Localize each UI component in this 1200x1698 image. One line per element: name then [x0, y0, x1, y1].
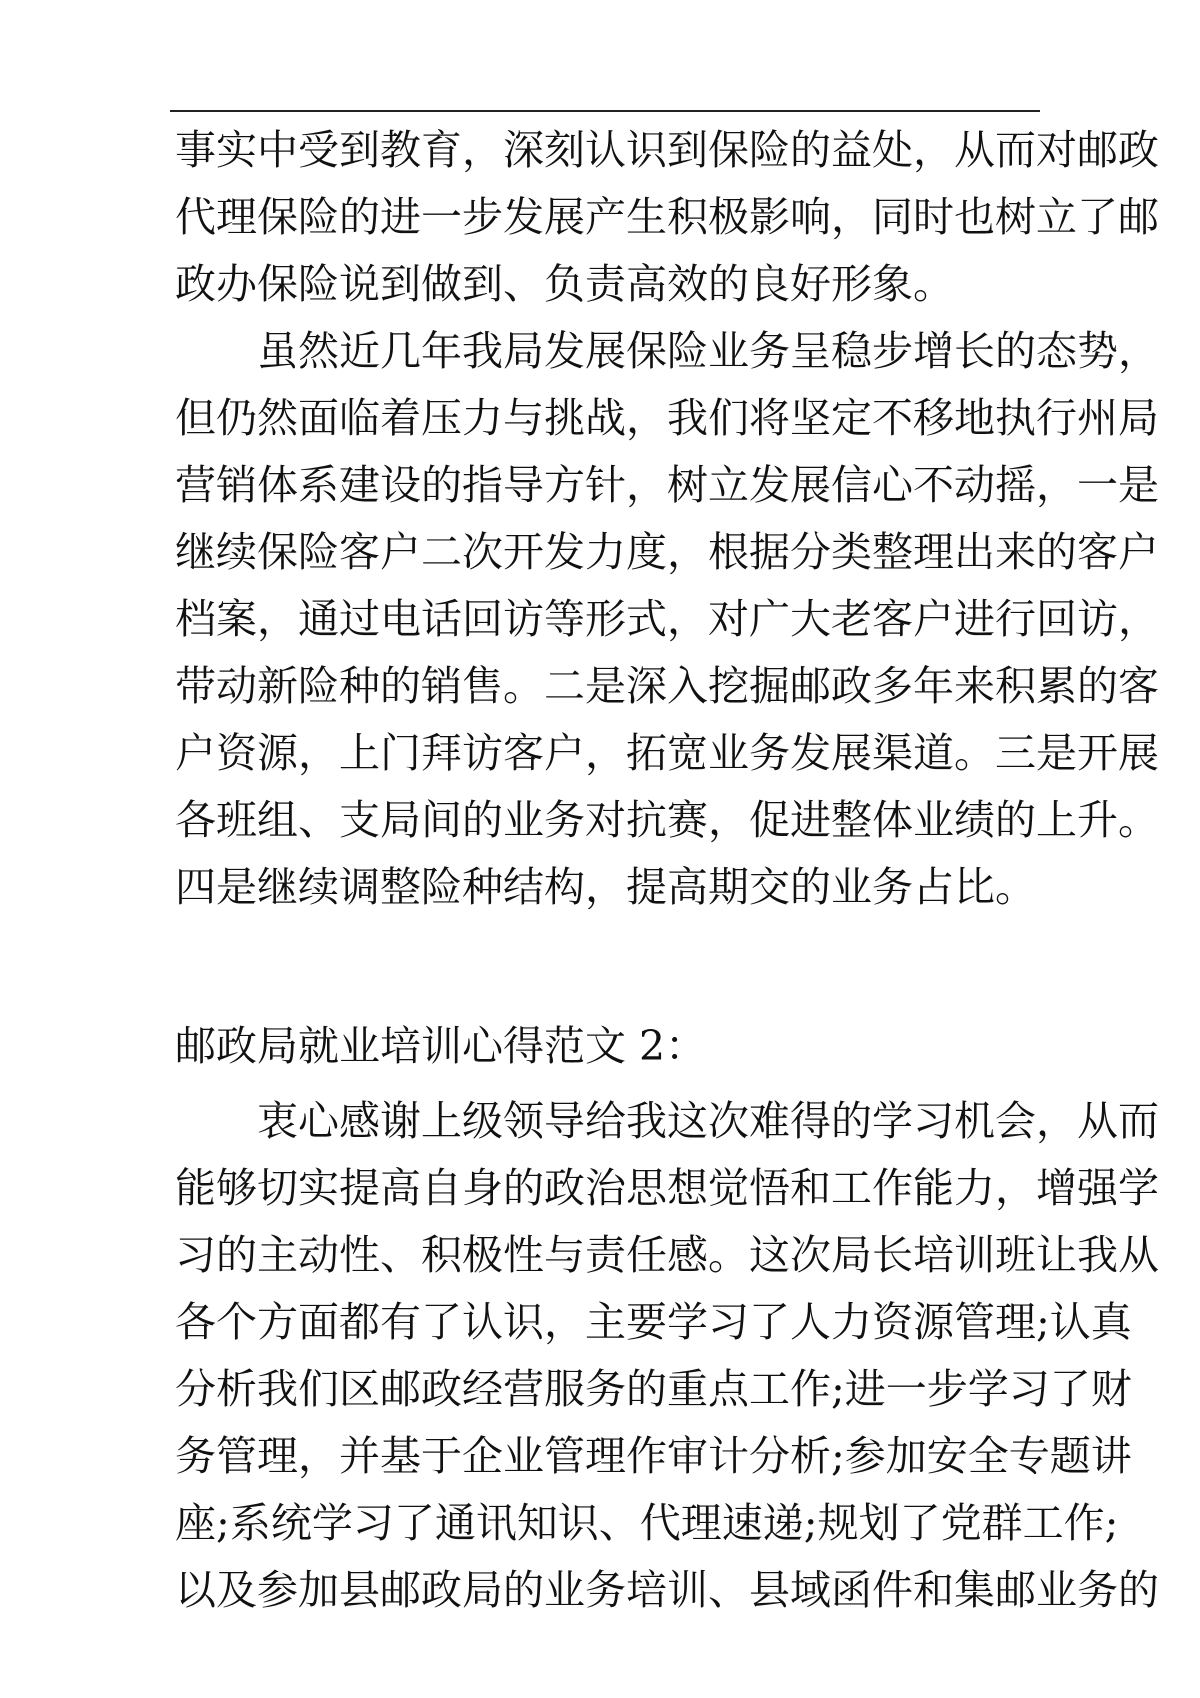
text-line: 户资源，上门拜访客户，拓宽业务发展渠道。三是开展 — [175, 729, 1159, 777]
text-line: 务管理，并基于企业管理作审计分析;参加安全专题讲 — [175, 1432, 1132, 1480]
section-gap — [175, 928, 1037, 1020]
text-line: 座;系统学习了通讯知识、代理速递;规划了党群工作; — [175, 1499, 1119, 1547]
text-line: 以及参加县邮政局的业务培训、县域函件和集邮业务的 — [175, 1566, 1159, 1614]
text-line: 习的主动性、积极性与责任感。这次局长培训班让我从 — [175, 1231, 1159, 1279]
header-rule — [170, 110, 1040, 112]
text-line: 各个方面都有了认识，主要学习了人力资源管理;认真 — [175, 1298, 1132, 1346]
text-line: 能够切实提高自身的政治思想觉悟和工作能力，增强学 — [175, 1164, 1159, 1212]
text-line: 档案，通过电话回访等形式，对广大老客户进行回访， — [175, 595, 1159, 643]
text-line: 衷心感谢上级领导给我这次难得的学习机会，从而 — [257, 1097, 1159, 1145]
paragraph-2 — [175, 325, 1159, 928]
paragraph-3 — [175, 1095, 1159, 1631]
text-line: 但仍然面临着压力与挑战，我们将坚定不移地执行州局 — [175, 394, 1159, 442]
section-heading: 邮政局就业培训心得范文 2： — [175, 1022, 707, 1070]
text-line: 虽然近几年我局发展保险业务呈稳步增长的态势， — [257, 327, 1159, 375]
text-line: 政办保险说到做到、负责高效的良好形象。 — [175, 260, 954, 308]
document-body — [175, 124, 1159, 1631]
text-line: 代理保险的进一步发展产生积极影响，同时也树立了邮 — [175, 193, 1159, 241]
text-line: 带动新险种的销售。二是深入挖掘邮政多年来积累的客 — [175, 662, 1159, 710]
text-line: 四是继续调整险种结构，提高期交的业务占比。 — [175, 863, 1036, 911]
text-line: 营销体系建设的指导方针，树立发展信心不动摇，一是 — [175, 461, 1159, 509]
text-line: 各班组、支局间的业务对抗赛，促进整体业绩的上升。 — [175, 796, 1159, 844]
text-line: 继续保险客户二次开发力度，根据分类整理出来的客户 — [175, 528, 1159, 576]
paragraph-1 — [175, 124, 1159, 325]
text-line: 分析我们区邮政经营服务的重点工作;进一步学习了财 — [175, 1365, 1132, 1413]
text-line: 事实中受到教育，深刻认识到保险的益处，从而对邮政 — [175, 126, 1159, 174]
